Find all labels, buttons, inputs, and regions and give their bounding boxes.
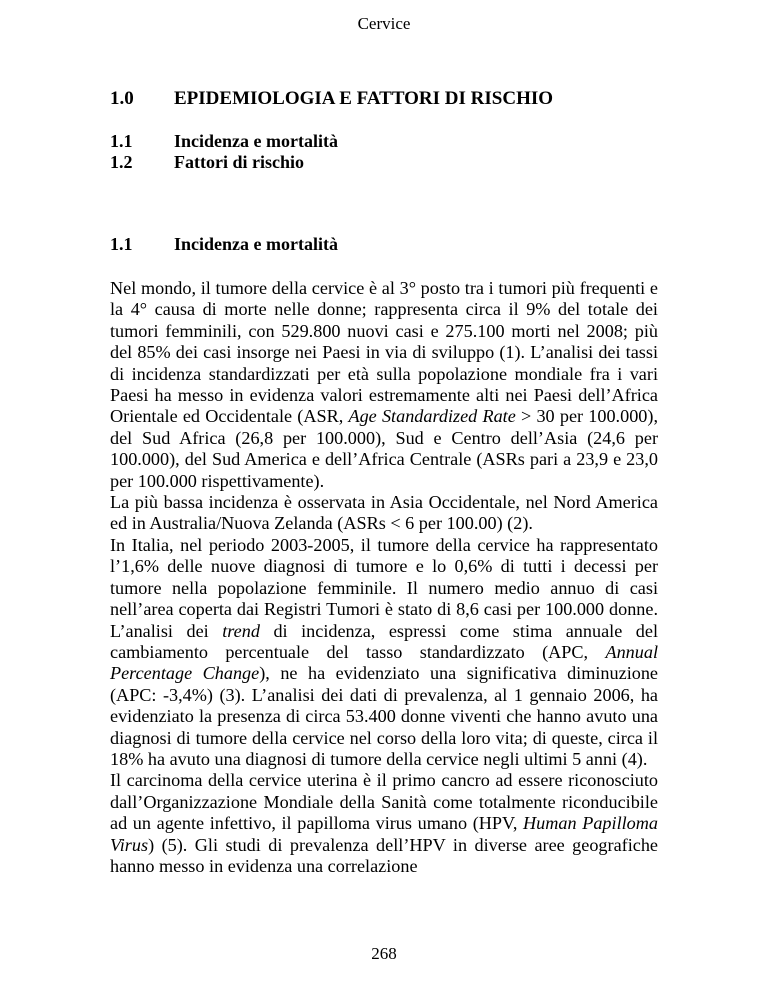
italic-term: Human Papilloma Virus bbox=[110, 813, 658, 855]
paragraph-text: > 30 per 100.000), del Sud Africa (26,8 per 100.000), Sud e Centro dell’Asia (24,6 per 100.000), del Sud America e dell’Africa Centrale (ASRs pari a 23,9 e 23,0 per 100.000 rispettivamente). bbox=[110, 406, 658, 491]
paragraph bbox=[110, 492, 658, 535]
italic-term: Annual Percentage Change bbox=[110, 641, 658, 684]
body-text bbox=[110, 278, 658, 877]
chapter-heading bbox=[110, 88, 553, 110]
italic-term: trend bbox=[222, 620, 260, 641]
paragraph-text: Il carcinoma della cervice uterina è il primo cancro ad essere riconosciuto dall’Organizzazione Mondiale della Sanità come totalmente riconducibile ad un agente infettivo, il papilloma virus umano (HPV, bbox=[110, 770, 658, 834]
chapter-number: 1.0 bbox=[110, 88, 134, 109]
toc-item bbox=[110, 152, 304, 173]
toc-item-number: 1.1 bbox=[110, 131, 133, 151]
paragraph-text: ), ne ha evidenziato una significativa diminuzione (APC: -3,4%) (3). L’analisi dei dati di prevalenza, al 1 gennaio 2006, ha evidenziato la presenza di circa 53.400 donne viventi che hanno avuto una diagnosi di tumore della cervice nel corso della loro vita; di queste, circa il 18% ha avuto una diagnosi di tumore della cervice negli ultimi 5 anni (4). bbox=[110, 663, 659, 769]
chapter-title: EPIDEMIOLOGIA E FATTORI DI RISCHIO bbox=[174, 88, 554, 109]
toc-item bbox=[110, 131, 338, 152]
section-title: Incidenza e mortalità bbox=[174, 234, 338, 254]
section-number: 1.1 bbox=[110, 234, 133, 254]
paragraph bbox=[110, 770, 658, 877]
section-heading bbox=[110, 234, 338, 255]
toc-item-number: 1.2 bbox=[110, 152, 133, 172]
paragraph-text: Nel mondo, il tumore della cervice è al 3° posto tra i tumori più frequenti e la 4° causa di morte nelle donne; rappresenta circa il 9% del totale dei tumori femminili, con 529.800 nuovi casi e 275.100 morti nel 2008; più del 85% dei casi insorge nei Paesi in via di sviluppo (1). L’analisi dei tassi di incidenza standardizzati per età sulla popolazione mondiale fra i vari Paesi ha messo in evidenza valori estremamente alti nei Paesi dell’Africa Orientale ed Occidentale (ASR, bbox=[110, 278, 658, 427]
toc-item-title: Incidenza e mortalità bbox=[174, 131, 338, 151]
paragraph-text: ) (5). Gli studi di prevalenza dell’HPV in diverse aree geografiche hanno messo in evidenza una correlazione bbox=[110, 834, 658, 876]
paragraph bbox=[110, 535, 658, 770]
paragraph-text: In Italia, nel periodo 2003-2005, il tumore della cervice ha rappresentato l’1,6% delle nuove diagnosi di tumore e lo 0,6% di tutti i decessi per tumore nella popolazione femminile. Il numero medio annuo di casi nell’area coperta dai Registri Tumori è stato di 8,6 casi per 100.000 donne. L’analisi dei bbox=[110, 534, 658, 641]
italic-term: Age Standardized Rate bbox=[348, 406, 516, 427]
toc-item-title: Fattori di rischio bbox=[174, 152, 304, 172]
paragraph-text: La più bassa incidenza è osservata in Asia Occidentale, nel Nord America ed in Australia/Nuova Zelanda (ASRs < 6 per 100.00) (2). bbox=[110, 492, 658, 534]
running-title: Cervice bbox=[357, 14, 411, 33]
page-number: 268 bbox=[371, 944, 397, 963]
paragraph bbox=[110, 278, 658, 492]
paragraph-text: di incidenza, espressi come stima annuale del cambiamento percentuale del tasso standardizzato (APC, bbox=[110, 620, 658, 662]
